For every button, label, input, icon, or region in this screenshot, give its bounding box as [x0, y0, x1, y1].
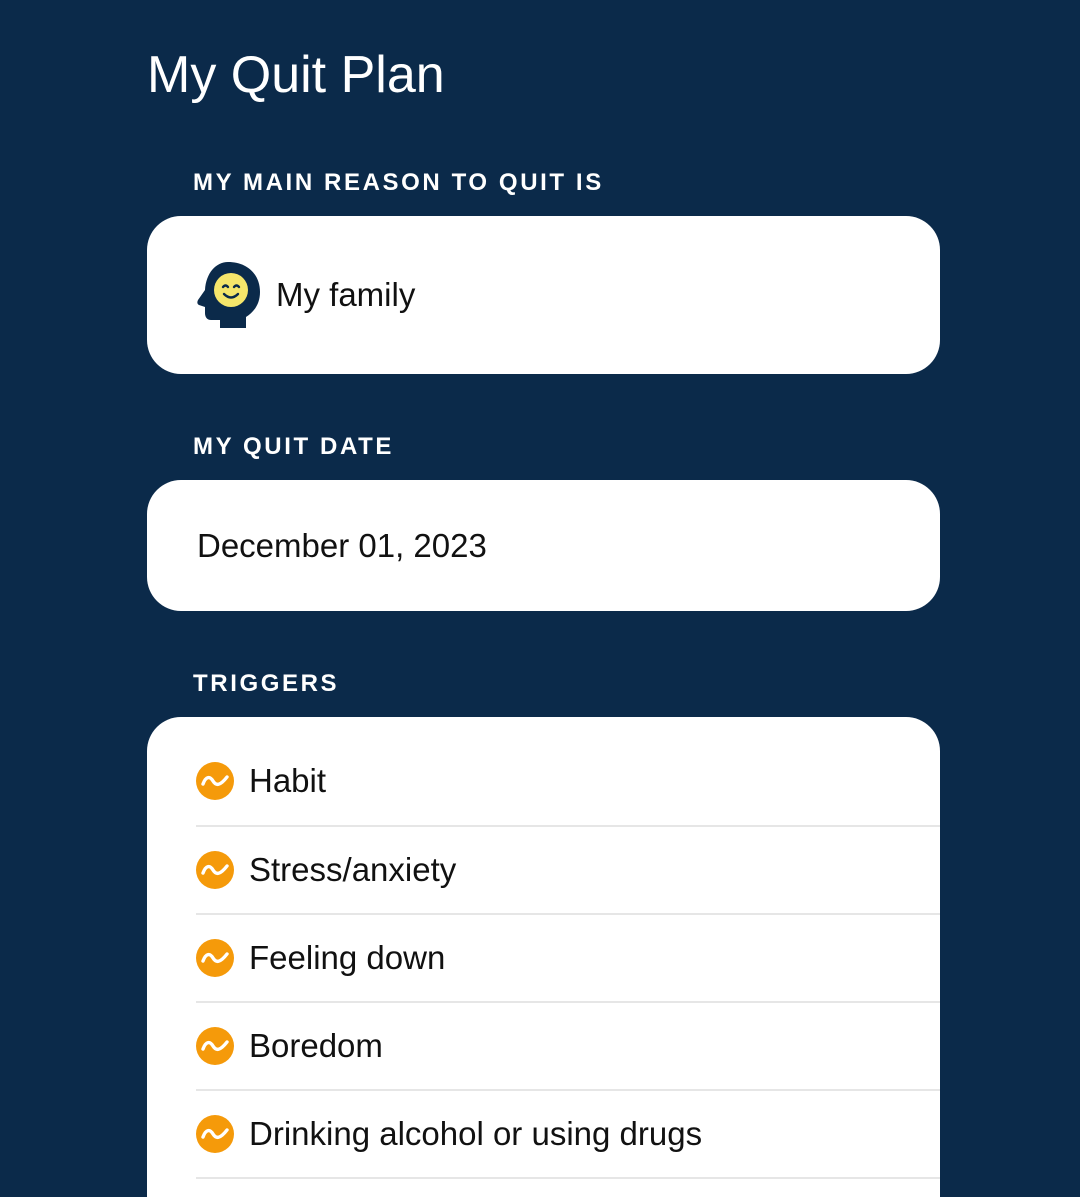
trigger-item-feeling-down[interactable] — [196, 915, 940, 1003]
triggers-heading: TRIGGERS — [193, 670, 340, 697]
page-title: My Quit Plan — [147, 46, 445, 104]
quit-date-heading: MY QUIT DATE — [193, 433, 394, 460]
trigger-label: Feeling down — [249, 939, 446, 976]
reason-value: My family — [276, 276, 416, 313]
wave-circle-icon — [196, 939, 234, 977]
reason-heading: MY MAIN REASON TO QUIT IS — [193, 169, 604, 196]
wave-circle-icon — [196, 762, 234, 800]
wave-circle-icon — [196, 1027, 234, 1065]
quit-date-value: December 01, 2023 — [197, 526, 487, 564]
trigger-label: Stress/anxiety — [249, 851, 457, 888]
reason-card[interactable] — [147, 216, 940, 374]
trigger-label: Boredom — [249, 1027, 383, 1064]
trigger-label: Habit — [249, 762, 327, 799]
happy-head-icon — [196, 260, 262, 330]
trigger-label: Drinking alcohol or using drugs — [249, 1115, 703, 1152]
trigger-item-habit[interactable] — [196, 717, 940, 827]
triggers-list — [147, 717, 940, 1197]
trigger-item-boredom[interactable] — [196, 1003, 940, 1091]
quit-date-card[interactable] — [147, 480, 940, 611]
wave-circle-icon — [196, 851, 234, 889]
wave-circle-icon — [196, 1115, 234, 1153]
trigger-item-stress[interactable] — [196, 827, 940, 915]
trigger-item-alcohol-drugs[interactable] — [196, 1091, 940, 1179]
